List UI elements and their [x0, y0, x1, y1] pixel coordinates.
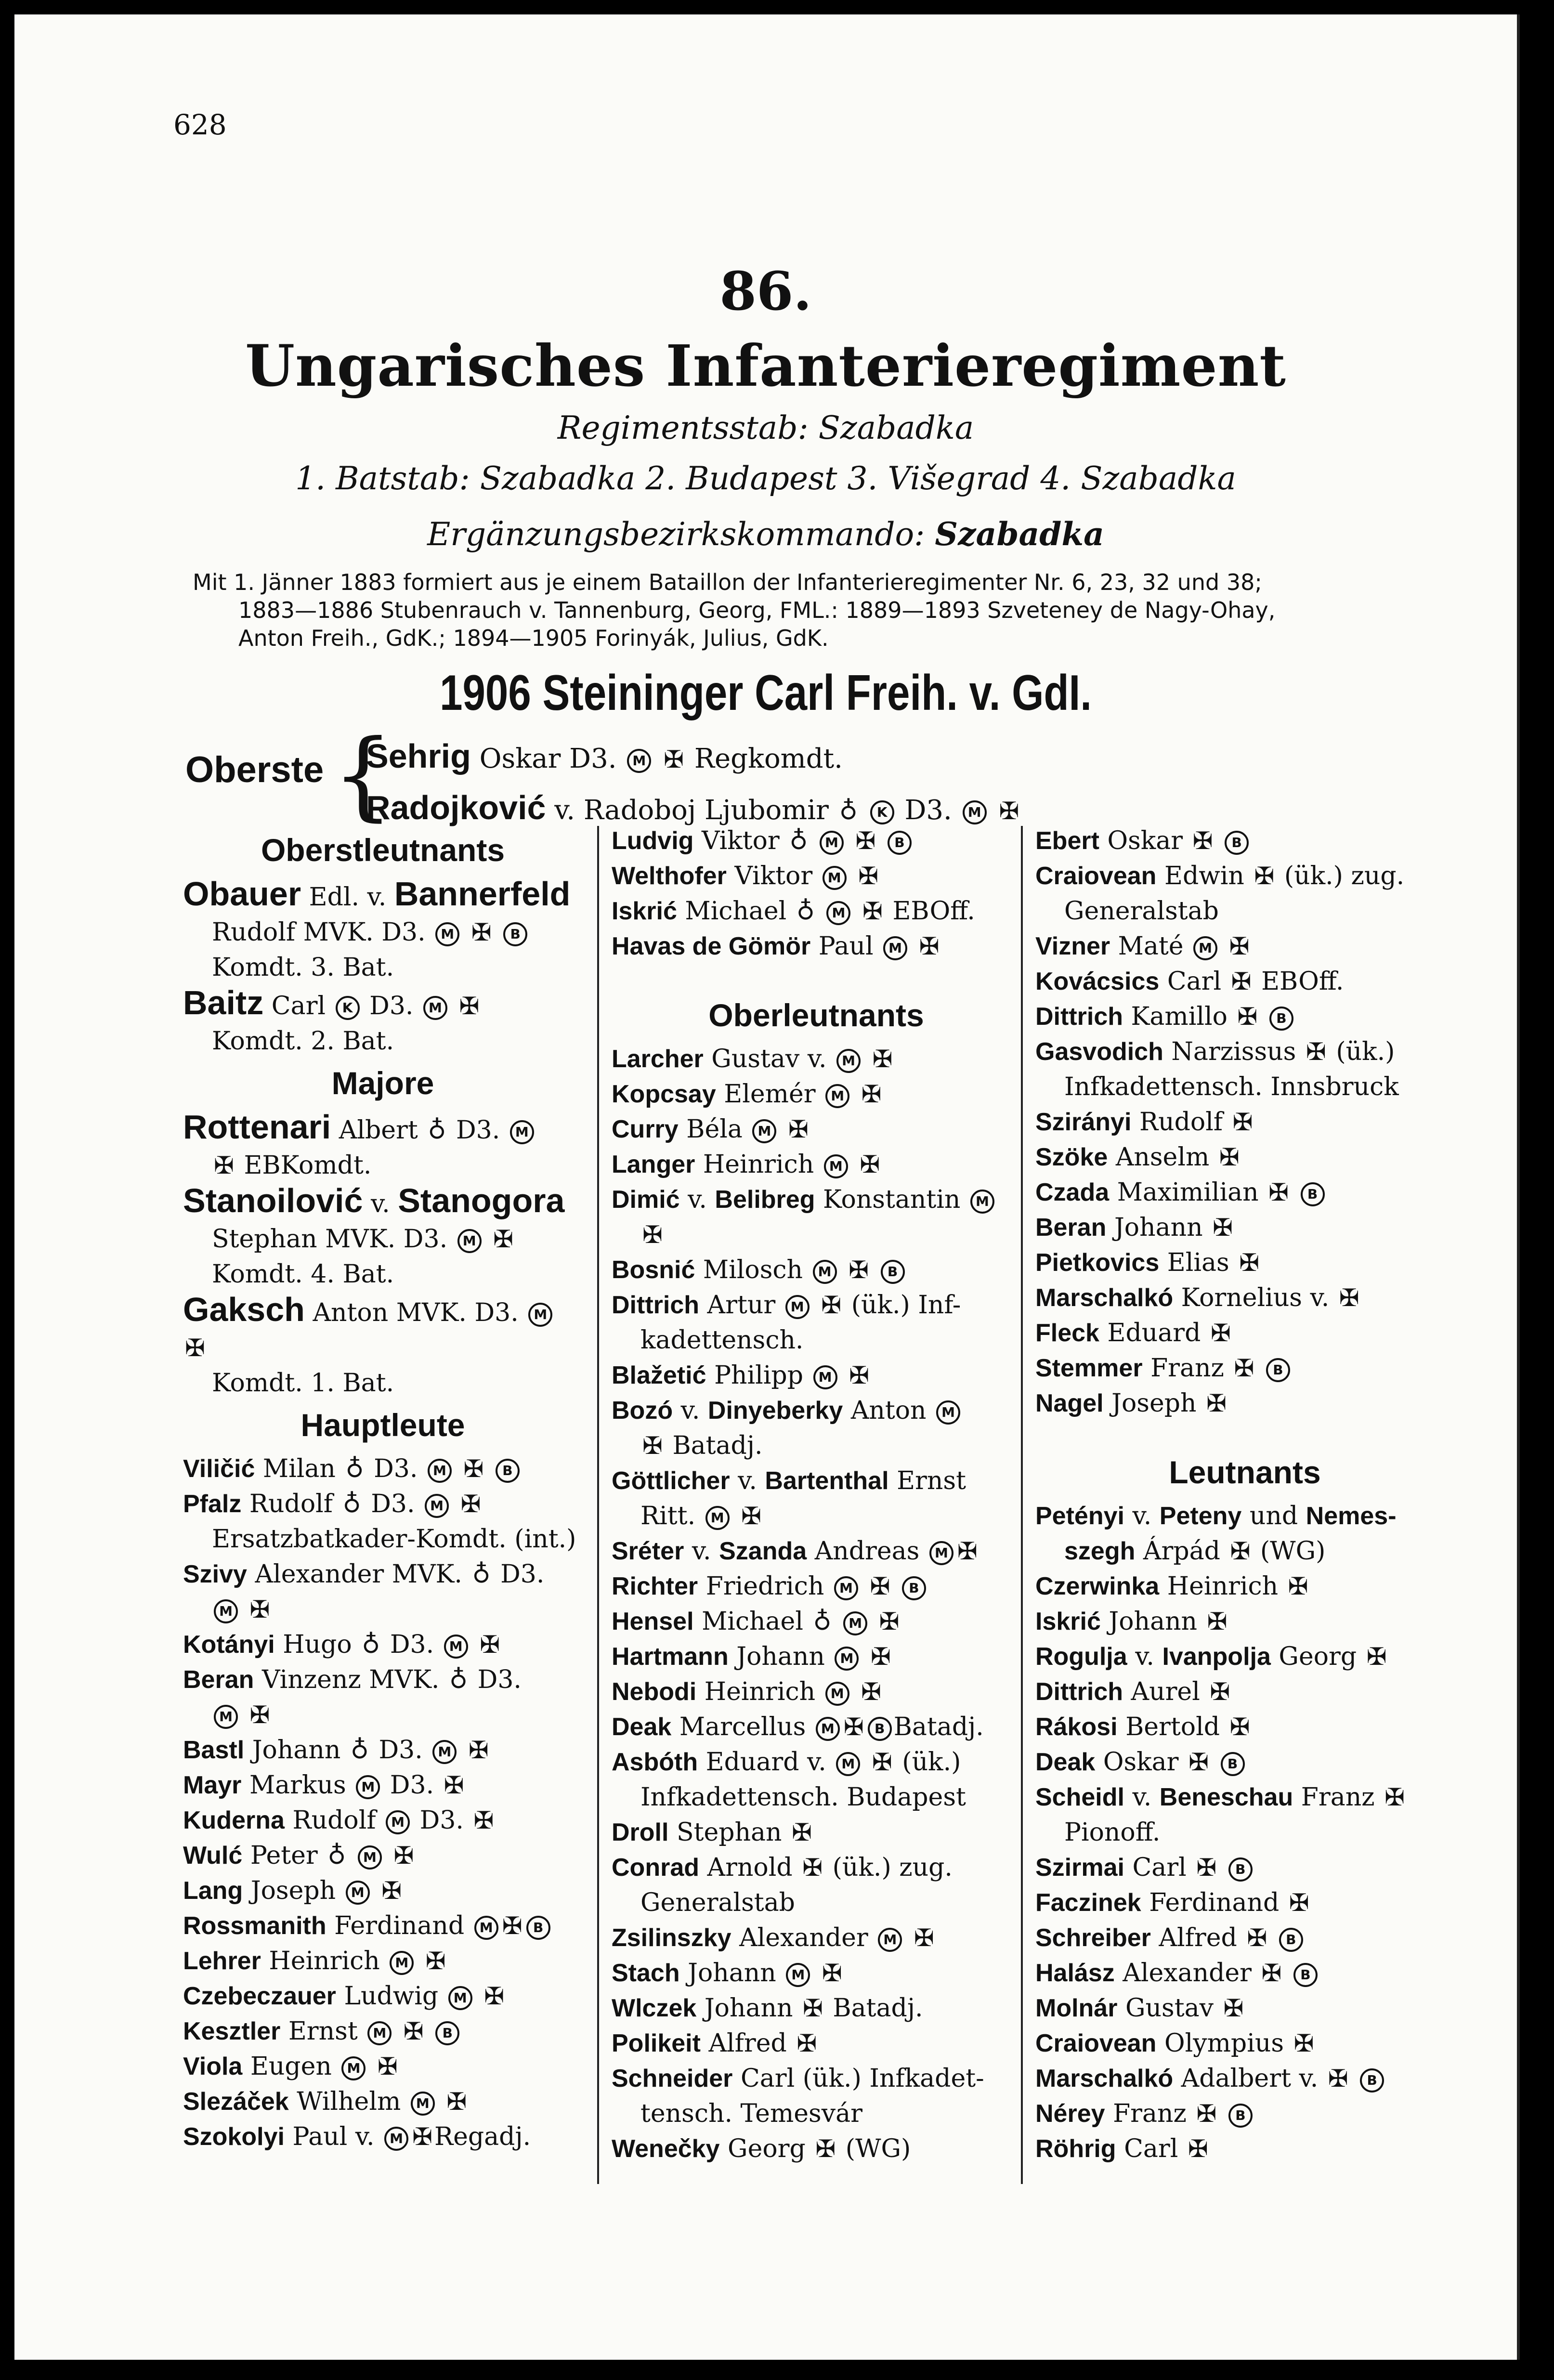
- b-icon: B: [1221, 1752, 1245, 1776]
- cross-icon: ✠: [849, 1361, 869, 1389]
- list-item: Deak Oskar ✠ B: [1035, 1745, 1454, 1780]
- oberste-label: Oberste: [185, 749, 324, 790]
- cross-icon: ✠: [1229, 932, 1250, 960]
- list-item: Czebeczauer Ludwig M ✠: [183, 1982, 505, 2011]
- list-item: Lang Joseph M ✠: [183, 1876, 402, 1905]
- list-item: Stemmer Franz ✠ B: [1035, 1351, 1454, 1386]
- merit-knot-icon: ♁: [813, 1607, 832, 1636]
- erg-label: Ergänzungsbezirkskommando:: [427, 516, 925, 553]
- cross-icon: ✠: [797, 2029, 817, 2057]
- merit-knot-icon: ♁: [839, 797, 858, 825]
- cross-icon: ✠: [1268, 1178, 1289, 1206]
- m-icon: M: [823, 866, 847, 890]
- merit-knot-icon: ♁: [472, 1560, 491, 1589]
- m-icon: M: [425, 1494, 449, 1518]
- b-icon: B: [1293, 1963, 1318, 1987]
- m-icon: M: [813, 1365, 837, 1389]
- list-item: Nérey Franz ✠ B: [1035, 2096, 1454, 2132]
- list-item: Ebert Oskar ✠ B: [1035, 824, 1454, 859]
- list-item: Nagel Joseph ✠: [1035, 1389, 1227, 1418]
- list-item: Bastl Johann ♁ D3. M ✠: [183, 1736, 489, 1765]
- cross-icon: ✠: [860, 1151, 880, 1178]
- list-item: Rákosi Bertold ✠: [1035, 1713, 1250, 1741]
- list-item: Szirmai Carl ✠ B: [1035, 1850, 1454, 1885]
- m-icon: M: [963, 800, 987, 824]
- b-icon: B: [1269, 1007, 1293, 1031]
- list-item: Droll Stephan ✠: [612, 1818, 812, 1847]
- list-item: Faczinek Ferdinand ✠: [1035, 1888, 1309, 1917]
- person-role: D3.: [904, 795, 952, 826]
- m-icon: M: [390, 1951, 414, 1975]
- cross-icon: ✠: [1210, 1678, 1230, 1706]
- m-icon: M: [826, 901, 850, 925]
- m-icon: M: [836, 1049, 861, 1073]
- m-icon: M: [435, 922, 459, 946]
- b-icon: B: [902, 1576, 926, 1600]
- cross-icon: ✠: [849, 1256, 869, 1284]
- cross-icon: ✠: [1232, 1108, 1253, 1136]
- oberste-entry: [366, 732, 1021, 784]
- merit-knot-icon: ♁: [428, 1116, 446, 1145]
- list-item: Szöke Anselm ✠: [1035, 1143, 1240, 1172]
- cross-icon: ✠: [1231, 968, 1252, 995]
- m-icon: M: [1193, 936, 1217, 960]
- b-icon: B: [1266, 1358, 1290, 1382]
- cross-icon: ✠: [1207, 1608, 1228, 1635]
- m-icon: M: [528, 1303, 552, 1327]
- cross-icon: ✠: [879, 1608, 900, 1635]
- section-oberleutnants: Oberleutnants: [708, 997, 924, 1033]
- cross-icon: ✠: [1192, 827, 1213, 855]
- cross-icon: ✠: [642, 1221, 663, 1249]
- m-icon: M: [341, 2056, 366, 2080]
- list-item: Szokolyi Paul v. M ✠Regadj.: [183, 2122, 531, 2151]
- b-icon: B: [526, 1916, 550, 1940]
- list-item: Blažetić Philipp M ✠: [612, 1361, 869, 1390]
- list-item: Schneider Carl (ük.) Infkadet- tensch. Temesvár: [612, 2064, 984, 2128]
- cross-icon: ✠: [468, 1736, 489, 1764]
- list-item: Molnár Gustav ✠: [1035, 1994, 1244, 2023]
- list-item: Hensel Michael ♁ M ✠: [612, 1607, 900, 1636]
- list-item: Kopcsay Elemér M ✠: [612, 1080, 882, 1109]
- list-item: Szirányi Rudolf ✠: [1035, 1108, 1253, 1137]
- m-icon: M: [835, 1647, 859, 1671]
- batstab: 1. Batstab: Szabadka 2. Budapest 3. Višegrad 4. Szabadka: [295, 460, 1236, 497]
- list-item: Obauer Edl. v. Bannerfeld Rudolf MVK. D3. M ✠ B Komdt. 3. Bat.: [183, 875, 571, 982]
- cross-icon: ✠: [870, 1643, 891, 1671]
- list-item: Nebodi Heinrich M ✠: [612, 1677, 882, 1706]
- m-icon: M: [367, 2021, 392, 2045]
- person-detail: Oskar D3.: [479, 743, 617, 774]
- list-item: Halász Alexander ✠ B: [1035, 1956, 1454, 1991]
- list-item: Bosnić Milosch M ✠ B: [612, 1253, 1021, 1288]
- b-icon: B: [435, 2021, 459, 2045]
- m-icon: M: [346, 1881, 370, 1905]
- list-item: Czada Maximilian ✠ B: [1035, 1175, 1454, 1210]
- cross-icon: ✠: [1366, 1643, 1387, 1671]
- m-icon: M: [705, 1506, 730, 1530]
- list-item: Kotányi Hugo ♁ D3. M ✠: [183, 1630, 500, 1659]
- list-item: Beran Vinzenz MVK. ♁ D3. M ✠: [183, 1665, 522, 1729]
- cross-icon: ✠: [1229, 1713, 1250, 1741]
- column-2: [612, 824, 1021, 2167]
- cross-icon: ✠: [999, 797, 1019, 825]
- cross-icon: ✠: [1261, 1959, 1282, 1987]
- cross-icon: ✠: [393, 1842, 414, 1870]
- cross-icon: ✠: [1223, 1994, 1244, 2022]
- merit-knot-icon: ♁: [350, 1736, 369, 1765]
- cross-icon: ✠: [412, 2123, 432, 2151]
- m-icon: M: [825, 1682, 849, 1706]
- b-icon: B: [868, 1717, 892, 1741]
- cross-icon: ✠: [446, 2088, 467, 2116]
- column-1: [183, 826, 583, 2155]
- cross-icon: ✠: [185, 1334, 205, 1362]
- cross-icon: ✠: [1188, 2135, 1208, 2163]
- cross-icon: ✠: [460, 1490, 481, 1518]
- list-item: Röhrig Carl ✠: [1035, 2134, 1208, 2163]
- list-item: Wenečky Georg ✠ (WG): [612, 2134, 911, 2163]
- cross-icon: ✠: [919, 932, 940, 960]
- cross-icon: ✠: [480, 1631, 500, 1659]
- cross-icon: ✠: [1206, 1389, 1227, 1417]
- k-icon: K: [870, 800, 894, 824]
- cross-icon: ✠: [471, 918, 492, 946]
- b-icon: B: [1360, 2068, 1384, 2092]
- list-item: Gaksch Anton MVK. D3. M ✠ Komdt. 1. Bat.: [183, 1292, 583, 1401]
- section-hauptleute: Hauptleute: [300, 1407, 465, 1443]
- document-page: [14, 14, 1520, 2360]
- m-icon: M: [474, 1916, 498, 1940]
- history-paragraph: [193, 568, 1445, 652]
- oberste-list: [366, 732, 1021, 835]
- list-item: Ludvig Viktor ♁ M ✠ B: [612, 824, 1021, 859]
- merit-knot-icon: ♁: [796, 897, 815, 926]
- list-item: Rossmanith Ferdinand M ✠ B: [183, 1909, 583, 1944]
- m-icon: M: [448, 1986, 472, 2010]
- history-line: Mit 1. Jänner 1883 formiert aus je einem Bataillon der Infanterieregimenter Nr. 6, 23, 32 und 38;: [193, 569, 1262, 595]
- cross-icon: ✠: [858, 862, 879, 890]
- cross-icon: ✠: [642, 1432, 663, 1460]
- list-item: Marschalkó Adalbert v. ✠ B: [1035, 2061, 1454, 2096]
- b-icon: B: [888, 831, 912, 855]
- list-item: Pfalz Rudolf ♁ D3. M ✠ Ersatzbatkader-Komdt. (int.): [183, 1490, 576, 1554]
- list-item: Pietkovics Elias ✠: [1035, 1248, 1260, 1277]
- cross-icon: ✠: [802, 1994, 823, 2022]
- list-item: Göttlicher v. Bartenthal Ernst Ritt. M ✠: [612, 1466, 966, 1530]
- list-item: Dittrich Artur M ✠ (ük.) Inf- kadettensch.: [612, 1291, 961, 1355]
- cross-icon: ✠: [493, 1225, 514, 1253]
- cross-icon: ✠: [1247, 1924, 1267, 1952]
- cross-icon: ✠: [403, 2017, 424, 2045]
- list-item: Kuderna Rudolf M D3. ✠: [183, 1806, 494, 1835]
- list-item: Vizner Maté M ✠: [1035, 932, 1250, 961]
- list-item: Rottenari Albert ♁ D3. M ✠ EBKomdt.: [183, 1110, 583, 1183]
- cross-icon: ✠: [1384, 1783, 1405, 1811]
- cross-icon: ✠: [1213, 1214, 1233, 1242]
- cross-icon: ✠: [473, 1806, 494, 1834]
- list-item: Beran Johann ✠: [1035, 1213, 1233, 1242]
- list-item: Iskrić Michael ♁ M ✠ EBOff.: [612, 897, 975, 926]
- cross-icon: ✠: [214, 1151, 234, 1179]
- column-divider: [597, 826, 599, 2184]
- list-item: Stach Johann M ✠: [612, 1959, 842, 1988]
- cross-icon: ✠: [444, 1771, 464, 1799]
- history-line: 1883—1886 Stubenrauch v. Tannenburg, Georg, FML.: 1889—1893 Szveteney de Nagy-Ohay,: [238, 597, 1276, 623]
- m-icon: M: [214, 1705, 238, 1729]
- cross-icon: ✠: [862, 897, 883, 925]
- list-item: Zsilinszky Alexander M ✠: [612, 1923, 934, 1952]
- m-icon: M: [358, 1845, 382, 1870]
- page-number: 628: [173, 108, 227, 141]
- person-name: Radojković: [366, 789, 546, 826]
- section-leutnants: Leutnants: [1169, 1454, 1321, 1490]
- list-item: Wulć Peter ♁ M ✠: [183, 1841, 414, 1870]
- list-item: Havas de Gömör Paul M ✠: [612, 932, 940, 961]
- person-role: Regkomdt.: [694, 743, 843, 774]
- list-item: Langer Heinrich M ✠: [612, 1150, 880, 1179]
- column-divider: [1021, 826, 1023, 2184]
- regiment-number: 86.: [719, 260, 812, 322]
- list-item: Mayr Markus M D3. ✠: [183, 1771, 464, 1800]
- cross-icon: ✠: [1239, 1249, 1260, 1277]
- list-item: Craiovean Edwin ✠ (ük.) zug. Generalstab: [1035, 862, 1405, 926]
- m-icon: M: [936, 1400, 960, 1425]
- m-icon: M: [411, 2092, 435, 2116]
- section-oberstleutnants: Oberstleutnants: [261, 832, 505, 868]
- m-icon: M: [825, 1084, 849, 1108]
- b-icon: B: [1279, 1928, 1303, 1952]
- cross-icon: ✠: [459, 992, 480, 1020]
- m-icon: M: [786, 1963, 810, 1987]
- m-icon: M: [929, 1541, 953, 1565]
- list-item: Baitz Carl K D3. M ✠ Komdt. 2. Bat.: [183, 984, 480, 1056]
- list-item: Larcher Gustav v. M ✠: [612, 1045, 893, 1073]
- list-item: Szivy Alexander MVK. ♁ D3. M ✠: [183, 1560, 545, 1623]
- b-icon: B: [1228, 2104, 1253, 2128]
- cross-icon: ✠: [861, 1080, 882, 1108]
- list-item: Lehrer Heinrich M ✠: [183, 1947, 446, 1975]
- cross-icon: ✠: [1306, 1038, 1326, 1066]
- cross-icon: ✠: [821, 1291, 842, 1319]
- cross-icon: ✠: [843, 1713, 864, 1741]
- regiment-title: Ungarisches Infanterieregiment: [245, 332, 1286, 399]
- m-icon: M: [386, 1810, 410, 1834]
- cross-icon: ✠: [502, 1912, 522, 1940]
- list-item: Conrad Arnold ✠ (ük.) zug. Generalstab: [612, 1853, 953, 1917]
- section-majore: Majore: [331, 1065, 434, 1101]
- list-item: Sréter v. Szanda Andreas M ✠: [612, 1537, 978, 1566]
- cross-icon: ✠: [1293, 2029, 1314, 2057]
- list-item: Stanoilović v. Stanogora Stephan MVK. D3. M ✠ Komdt. 4. Bat.: [183, 1182, 565, 1289]
- b-icon: B: [503, 922, 527, 946]
- cross-icon: ✠: [741, 1502, 762, 1530]
- regimentsstab: Regimentsstab: Szabadka: [557, 409, 974, 446]
- cross-icon: ✠: [249, 1701, 270, 1729]
- ergaenzungsbezirk: [14, 515, 1517, 553]
- cross-icon: ✠: [855, 827, 876, 855]
- list-item: Dimić v. Belibreg Konstantin M ✠: [612, 1182, 1021, 1253]
- list-item: Viola Eugen M ✠: [183, 2052, 398, 2081]
- list-item: Polikeit Alfred ✠: [612, 2029, 817, 2058]
- cross-icon: ✠: [872, 1748, 892, 1776]
- list-item: Scheidl v. Beneschau Franz ✠ Pionoff.: [1035, 1783, 1405, 1847]
- cross-icon: ✠: [425, 1947, 446, 1975]
- cross-icon: ✠: [1339, 1284, 1359, 1312]
- m-icon: M: [384, 2127, 408, 2151]
- cross-icon: ✠: [1328, 2065, 1348, 2092]
- cross-icon: ✠: [1230, 1537, 1251, 1565]
- person-name: Sehrig: [366, 737, 471, 775]
- list-item: Czerwinka Heinrich ✠: [1035, 1572, 1308, 1601]
- b-icon: B: [496, 1459, 520, 1483]
- m-icon: M: [752, 1119, 776, 1143]
- cross-icon: ✠: [1289, 1889, 1309, 1917]
- list-item: Welthofer Viktor M ✠: [612, 862, 879, 890]
- k-icon: K: [336, 996, 360, 1020]
- m-icon: M: [356, 1775, 380, 1799]
- m-icon: M: [824, 1154, 848, 1178]
- m-icon: M: [785, 1295, 810, 1319]
- cross-icon: ✠: [914, 1924, 934, 1952]
- m-icon: M: [836, 1752, 860, 1776]
- cross-icon: ✠: [788, 1115, 809, 1143]
- list-item: Deak Marcellus M ✠ B Batadj.: [612, 1713, 984, 1741]
- m-icon: M: [816, 1717, 840, 1741]
- list-item: Gasvodich Narzissus ✠ (ük.) Infkadettensch. Innsbruck: [1035, 1037, 1399, 1101]
- list-item: Rogulja v. Ivanpolja Georg ✠: [1035, 1642, 1387, 1671]
- merit-knot-icon: ♁: [362, 1630, 380, 1659]
- cross-icon: ✠: [1237, 1003, 1258, 1031]
- list-item: Slezáček Wilhelm M ✠: [183, 2087, 467, 2116]
- merit-knot-icon: ♁: [789, 826, 808, 855]
- cross-icon: ✠: [802, 1854, 823, 1882]
- column-3: [1035, 824, 1454, 2167]
- m-icon: M: [444, 1635, 468, 1659]
- cross-icon: ✠: [1210, 1319, 1231, 1347]
- merit-knot-icon: ♁: [327, 1841, 346, 1870]
- cross-icon: ✠: [1254, 862, 1275, 890]
- list-item: Dittrich Aurel ✠: [1035, 1677, 1230, 1706]
- cross-icon: ✠: [1219, 1143, 1240, 1171]
- list-item: Asbóth Eduard v. M ✠ (ük.) Infkadettensch. Budapest: [612, 1748, 966, 1812]
- list-item: Hartmann Johann M ✠: [612, 1642, 891, 1671]
- person-detail: v. Radoboj Ljubomir: [554, 795, 829, 826]
- b-icon: B: [1301, 1182, 1325, 1206]
- history-line: Anton Freih., GdK.; 1894—1905 Forinyák, Julius, GdK.: [238, 625, 829, 651]
- m-icon: M: [843, 1611, 867, 1635]
- cross-icon: ✠: [463, 1455, 484, 1483]
- cross-icon: ✠: [957, 1537, 978, 1565]
- list-item: Petényi v. Peteny und Nemes- szegh Árpád ✠ (WG): [1035, 1502, 1397, 1566]
- b-icon: B: [881, 1260, 905, 1284]
- cross-icon: ✠: [792, 1818, 812, 1846]
- b-icon: B: [1228, 1857, 1253, 1882]
- merit-knot-icon: ♁: [449, 1665, 468, 1694]
- list-item: Kovácsics Carl ✠ EBOff.: [1035, 967, 1344, 996]
- cross-icon: ✠: [381, 1877, 402, 1905]
- list-item: Fleck Eduard ✠: [1035, 1319, 1231, 1347]
- list-item: Iskrić Johann ✠: [1035, 1607, 1228, 1636]
- erg-value: Szabadka: [935, 515, 1104, 553]
- cross-icon: ✠: [870, 1572, 890, 1600]
- m-icon: M: [813, 1260, 837, 1284]
- list-item: Richter Friedrich M ✠ B: [612, 1569, 1021, 1604]
- merit-knot-icon: ♁: [342, 1490, 361, 1518]
- cross-icon: ✠: [1188, 1748, 1209, 1776]
- m-icon: M: [214, 1599, 238, 1623]
- cross-icon: ✠: [484, 1982, 505, 2010]
- cross-icon: ✠: [1196, 1854, 1217, 1882]
- cross-icon: ✠: [249, 1595, 270, 1623]
- cross-icon: ✠: [861, 1678, 882, 1706]
- list-item: Craiovean Olympius ✠: [1035, 2029, 1314, 2058]
- list-item: Curry Béla M ✠: [612, 1115, 809, 1144]
- list-item: Kesztler Ernst M ✠ B: [183, 2014, 583, 2049]
- list-item: Schreiber Alfred ✠ B: [1035, 1921, 1454, 1956]
- m-icon: M: [878, 1928, 902, 1952]
- cross-icon: ✠: [872, 1045, 893, 1073]
- cross-icon: ✠: [1288, 1572, 1308, 1600]
- m-icon: M: [432, 1740, 457, 1764]
- cross-icon: ✠: [377, 2053, 398, 2080]
- m-icon: M: [820, 831, 844, 855]
- m-icon: M: [510, 1120, 534, 1144]
- list-item: Marschalkó Kornelius v. ✠: [1035, 1283, 1359, 1312]
- list-item: Viličić Milan ♁ D3. M ✠ B: [183, 1452, 583, 1487]
- cross-icon: ✠: [1196, 2100, 1217, 2128]
- commander-line: 1906 Steininger Carl Freih. v. GdI.: [440, 665, 1092, 721]
- m-icon: M: [423, 996, 447, 1020]
- m-icon: M: [834, 1576, 858, 1600]
- list-item: Bozó v. Dinyeberky Anton M ✠ Batadj.: [612, 1393, 1021, 1464]
- m-icon: M: [428, 1459, 452, 1483]
- cross-icon: ✠: [664, 745, 684, 773]
- merit-knot-icon: ♁: [345, 1454, 364, 1483]
- brace-icon: {: [332, 719, 394, 831]
- cross-icon: ✠: [822, 1959, 842, 1987]
- m-icon: M: [457, 1229, 482, 1253]
- cross-icon: ✠: [1234, 1354, 1254, 1382]
- m-icon: M: [627, 749, 651, 773]
- m-icon: M: [970, 1190, 994, 1214]
- cross-icon: ✠: [815, 2135, 836, 2163]
- b-icon: B: [1225, 831, 1249, 855]
- m-icon: M: [883, 936, 907, 960]
- list-item: Dittrich Kamillo ✠ B: [1035, 999, 1454, 1034]
- list-item: Wlczek Johann ✠ Batadj.: [612, 1994, 923, 2023]
